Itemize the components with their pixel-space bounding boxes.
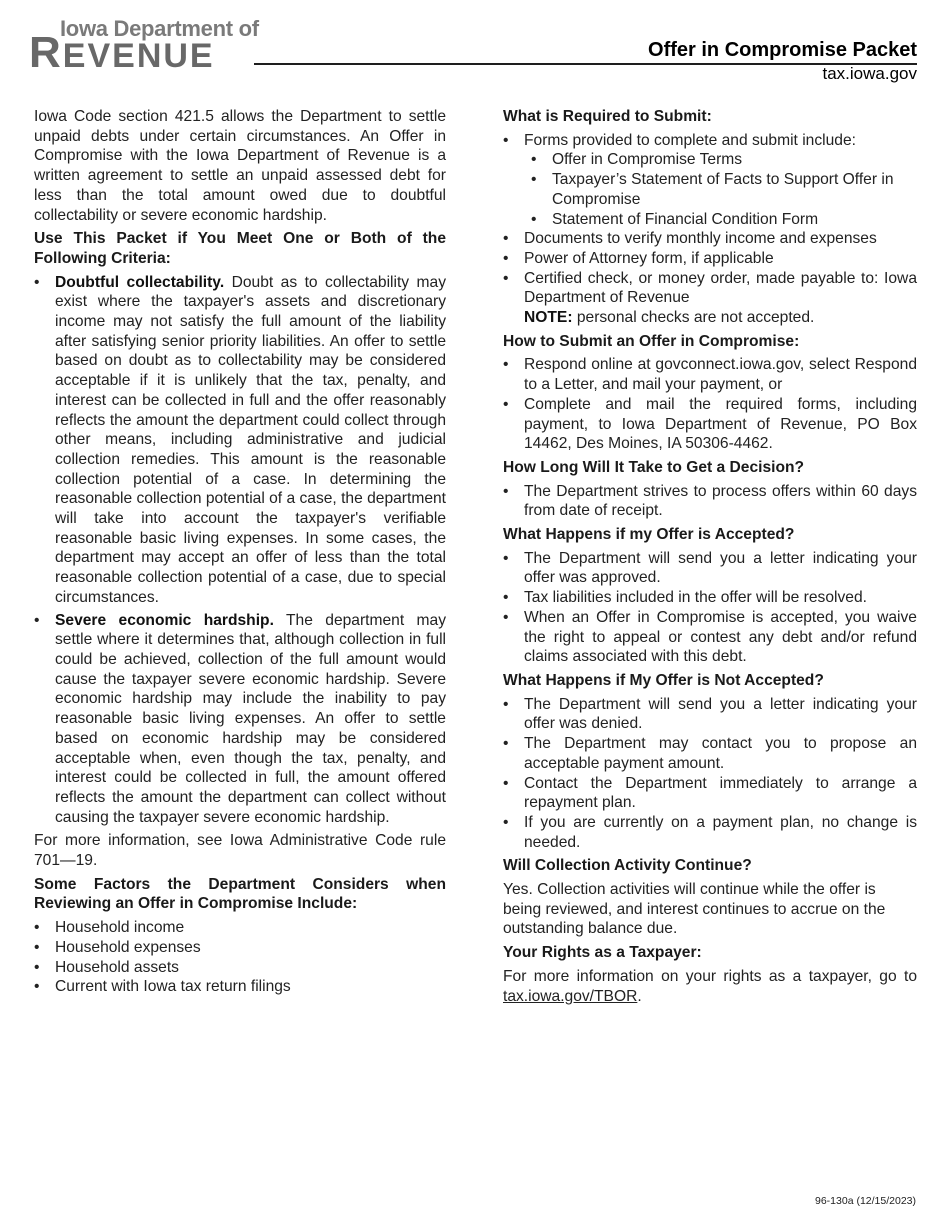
criteria-term: Doubtful collectability. [55, 273, 225, 291]
list-item: • Statement of Financial Condition Form [524, 210, 917, 230]
tbor-link[interactable]: tax.iowa.gov/TBOR [503, 987, 638, 1005]
list-item: • Household income [34, 918, 446, 938]
header-rule [254, 63, 917, 65]
logo-top-text: Iowa Department of [60, 16, 259, 41]
note-text: personal checks are not accepted. [572, 309, 815, 327]
list-item: • If you are currently on a payment plan, no change is needed. [503, 813, 917, 852]
criteria-text: Doubt as to collectability may exist where the taxpayer's assets and discretionary income may not satisfy the full amount of the liability after satisfying senior priority liabilities. An offer to settle based on doubt as to collectability may be considered acceptable if it is unlikely that the tax, penalty, and interest can be collected in full and the offer reasonably reflects the amount the department could collect through other means, including administrative and judicial collection remedies. This amount is the reasonable collection potential of a case. In determining the reasonable collection potential of a case, the department will take into account the taxpayer's verifiable reasonable basic living expenses. In some cases, the department may accept an offer of less than the total reasonable collection potential of a case, due to special circumstances. [55, 273, 446, 606]
list-item: • Offer in Compromise Terms [524, 150, 917, 170]
more-info-paragraph: For more information, see Iowa Administrative Code rule 701—19. [34, 832, 446, 870]
list-item: • The Department may contact you to propose an acceptable payment amount. [503, 734, 917, 773]
required-list [503, 131, 917, 328]
rights-text: For more information on your rights as a taxpayer, go to [503, 967, 917, 985]
criteria-heading: Use This Packet if You Meet One or Both of the Following Criteria: [34, 230, 446, 267]
required-forms-intro: Forms provided to complete and submit include: [524, 131, 856, 149]
list-item: • Contact the Department immediately to arrange a repayment plan. [503, 774, 917, 813]
collection-heading: Will Collection Activity Continue? [503, 857, 752, 875]
not-accepted-heading: What Happens if My Offer is Not Accepted? [503, 671, 824, 689]
header-url: tax.iowa.gov [822, 64, 917, 83]
criteria-list [34, 273, 446, 828]
list-item: • Power of Attorney form, if applicable [503, 249, 917, 269]
rights-heading: Your Rights as a Taxpayer: [503, 944, 702, 962]
criteria-item-doubtful [34, 273, 446, 608]
required-check-text: Certified check, or money order, made payable to: Iowa Department of Revenue [524, 269, 917, 307]
list-item: • The Department strives to process offers within 60 days from date of receipt. [503, 482, 917, 521]
decision-list [503, 482, 917, 521]
list-item: • Tax liabilities included in the offer will be resolved. [503, 588, 917, 608]
list-item: • Documents to verify monthly income and expenses [503, 229, 917, 249]
right-column [503, 107, 917, 1010]
factors-heading: Some Factors the Department Considers when Reviewing an Offer in Compromise Include: [34, 875, 446, 913]
rights-end: . [637, 987, 642, 1005]
submit-heading: How to Submit an Offer in Compromise: [503, 332, 800, 350]
required-heading: What is Required to Submit: [503, 108, 712, 125]
not-accepted-list [503, 695, 917, 853]
required-forms-sublist [524, 150, 917, 229]
note-label: NOTE: [524, 309, 573, 327]
accepted-heading: What Happens if my Offer is Accepted? [503, 526, 795, 544]
criteria-item-hardship [34, 611, 446, 828]
list-item: • When an Offer in Compromise is accepted, you waive the right to appeal or contest any debt and/or refund claims associated with this debt. [503, 608, 917, 667]
list-item: • The Department will send you a letter indicating your offer was approved. [503, 549, 917, 588]
list-item: • Taxpayer’s Statement of Facts to Support Offer in Compromise [524, 170, 917, 209]
submit-list [503, 355, 917, 454]
factors-list [34, 918, 446, 997]
logo-rest: EVENUE [62, 37, 215, 75]
page-title: Offer in Compromise Packet [648, 39, 917, 61]
criteria-text: The department may settle where it determines that, although collection in full could be achieved, collection of the full amount would cause the taxpayer severe economic hardship. Severe economic hardship may include the inability to pay reasonable basic living expenses. An offer to settle based on economic hardship may be considered acceptable when, even though the tax, penalty, and interest could be collected in full, the amount offered reflects the amount the department can collect without causing the taxpayer severe economic hardship. [55, 611, 446, 826]
criteria-term: Severe economic hardship. [55, 611, 274, 629]
decision-heading: How Long Will It Take to Get a Decision? [503, 458, 805, 476]
required-forms-item [503, 131, 917, 230]
list-item: • Respond online at govconnect.iowa.gov, select Respond to a Letter, and mail your payment, or [503, 355, 917, 394]
accepted-list [503, 549, 917, 667]
left-column [34, 107, 446, 1001]
list-item: • Current with Iowa tax return filings [34, 977, 446, 997]
intro-paragraph: Iowa Code section 421.5 allows the Department to settle unpaid debts under certain circumstances. An Offer in Compromise with the Iowa Department of Revenue is a written agreement to settle an unpaid assessed debt for less than the total amount owed due to doubtful collectability or severe economic hardship. [34, 108, 446, 224]
required-check-item [503, 269, 917, 328]
list-item: • Household expenses [34, 938, 446, 958]
list-item: • Complete and mail the required forms, including payment, to Iowa Department of Revenue, PO Box 14462, Des Moines, IA 50306-4462. [503, 395, 917, 454]
form-id: 96-130a (12/15/2023) [815, 1195, 916, 1207]
list-item: • The Department will send you a letter indicating your offer was denied. [503, 695, 917, 734]
logo-initial: R [29, 28, 63, 77]
rights-paragraph [503, 967, 917, 1006]
logo-revenue-wordmark [29, 28, 215, 83]
list-item: • Household assets [34, 958, 446, 978]
collection-paragraph: Yes. Collection activities will continue while the offer is being reviewed, and interest continues to accrue on the outstanding balance due. [503, 881, 886, 938]
